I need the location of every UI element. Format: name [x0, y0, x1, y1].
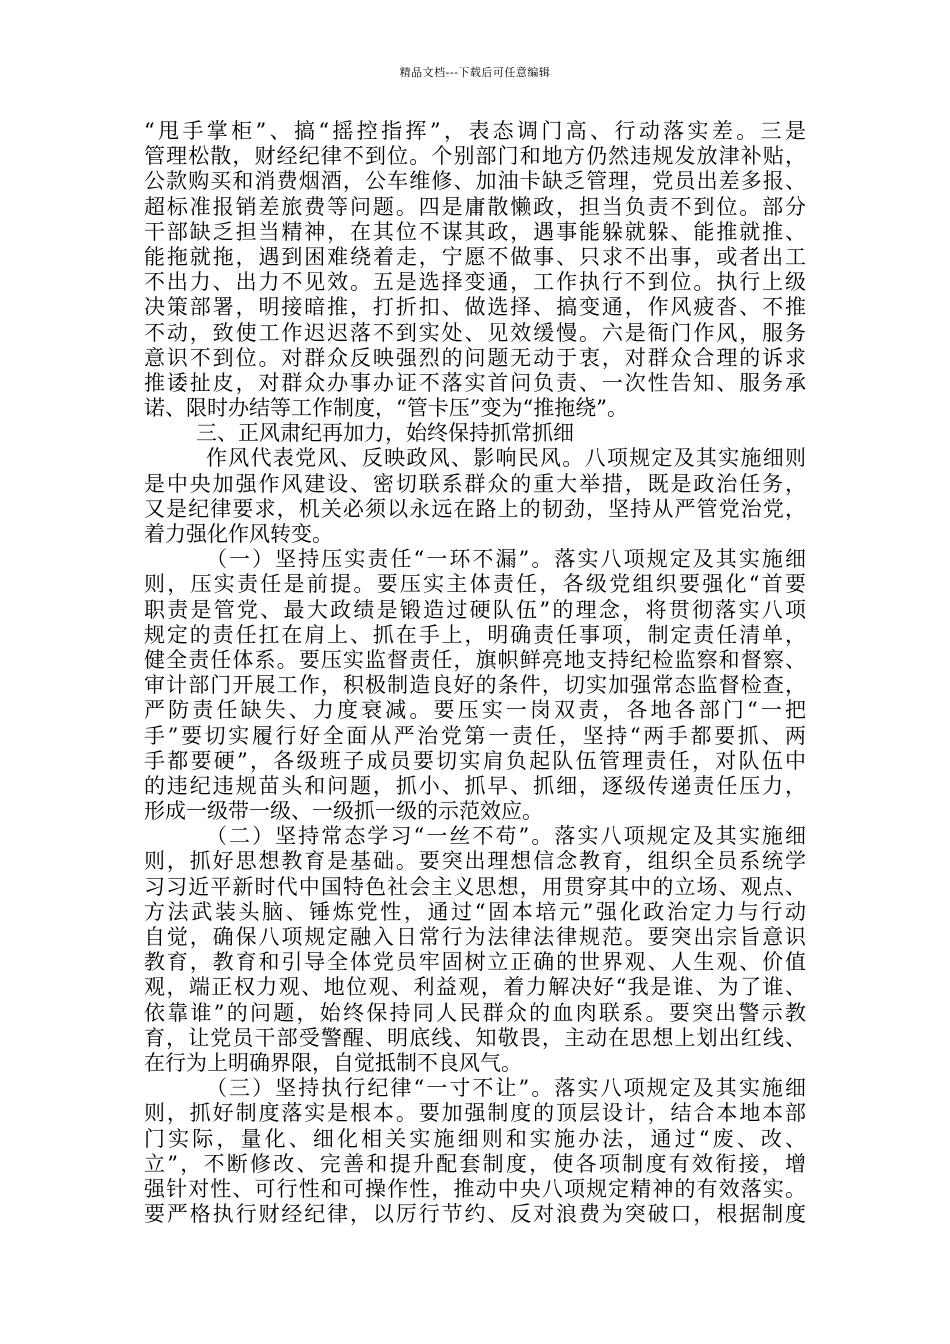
page-header: 精品文档---下载后可任意编辑	[399, 66, 551, 79]
text-line: 审计部门开展工作，积极制造良好的条件，切实加强常态监督检查，	[144, 673, 806, 698]
text-line: 不动，致使工作迟迟落不到实处、见效缓慢。六是衙门作风，服务	[144, 320, 806, 345]
text-line: 不出力、出力不见效。五是选择变通，工作执行不到位。执行上级	[144, 270, 806, 295]
text-line: （三）坚持执行纪律“一寸不让”。落实八项规定及其实施细	[206, 1076, 806, 1101]
text-line: 的违纪违规苗头和问题，抓小、抓早、抓细，逐级传递责任压力，	[144, 773, 806, 798]
text-line: 严防责任缺失、力度衰减。要压实一岗双责，各地各部门“一把	[144, 698, 806, 723]
text-line: 方法武装头脑、锤炼党性，通过“固本培元”强化政治定力与行动	[144, 899, 806, 924]
text-line: 要严格执行财经纪律，以厉行节约、反对浪费为突破口，根据制度	[144, 1202, 806, 1227]
text-line: 诺、限时办结等工作制度，“管卡压”变为“推拖绕”。	[144, 396, 628, 421]
text-line: 超标准报销差旅费等问题。四是庸散懒政，担当负责不到位。部分	[144, 194, 806, 219]
text-line: 教育，教育和引导全体党员牢固树立正确的世界观、人生观、价值	[144, 950, 806, 975]
text-line: 干部缺乏担当精神，在其位不谋其政，遇事能躲就躲、能推就推、	[144, 219, 806, 244]
text-line: 门实际，量化、细化相关实施细则和实施办法，通过“废、改、	[144, 1126, 806, 1151]
text-line: 健全责任体系。要压实监督责任，旗帜鲜亮地支持纪检监察和督察、	[144, 647, 806, 672]
text-line: 又是纪律要求，机关必须以永远在路上的韧劲，坚持从严管党治党，	[144, 496, 806, 521]
text-line: 规定的责任扛在肩上、抓在手上，明确责任事项，制定责任清单，	[144, 622, 806, 647]
text-line: 在行为上明确界限，自觉抵制不良风气。	[144, 1050, 522, 1075]
text-line: 公款购买和消费烟酒，公车维修、加油卡缺乏管理，党员出差多报、	[144, 169, 806, 194]
text-line: 是中央加强作风建设、密切联系群众的重大举措，既是政治任务，	[144, 471, 806, 496]
text-line: （二）坚持常态学习“一丝不苟”。落实八项规定及其实施细	[206, 824, 806, 849]
text-line: 自觉，确保八项规定融入日常行为法律法律规范。要突出宗旨意识	[144, 925, 806, 949]
text-line: 习习近平新时代中国特色社会主义思想，用贯穿其中的立场、观点、	[144, 874, 806, 899]
text-line: 能拖就拖，遇到困难绕着走，宁愿不做事、只求不出事，或者出工	[144, 244, 806, 269]
text-line: 手都要硬”，各级班子成员要切实肩负起队伍管理责任，对队伍中	[144, 748, 806, 773]
text-line: 育，让党员干部受警醒、明底线、知敬畏，主动在思想上划出红线、	[144, 1025, 806, 1050]
text-line: 则，抓好思想教育是基础。要突出理想信念教育，组织全员系统学	[144, 849, 806, 874]
text-line: 则，压实责任是前提。要压实主体责任，各级党组织要强化“首要	[144, 572, 806, 597]
text-line: 着力强化作风转变。	[144, 522, 333, 546]
text-line: “甩手掌柜”、搞“摇控指挥”，表态调门高、行动落实差。三是	[144, 119, 806, 143]
text-line: 管理松散，财经纪律不到位。个别部门和地方仍然违规发放津补贴，	[144, 144, 806, 169]
text-line: 立”，不断修改、完善和提升配套制度，使各项制度有效衔接，增	[144, 1151, 806, 1176]
text-line: 手”要切实履行好全面从严治党第一责任，坚持“两手都要抓、两	[144, 723, 806, 748]
section-heading: 三、正风肃纪再加力，始终保持抓常抓细	[196, 421, 574, 446]
text-line: 依靠谁”的问题，始终保持同人民群众的血肉联系。要突出警示教	[144, 1000, 806, 1025]
text-line: 形成一级带一级、一级抓一级的示范效应。	[144, 799, 543, 824]
text-line: 作风代表党风、反映政风、影响民风。八项规定及其实施细则	[206, 446, 806, 471]
text-line: 强针对性、可行性和可操作性，推动中央八项规定精神的有效落实。	[144, 1176, 806, 1201]
text-line: （一）坚持压实责任“一环不漏”。落实八项规定及其实施细	[206, 547, 806, 572]
text-line: 职责是管党、最大政绩是锻造过硬队伍”的理念，将贯彻落实八项	[144, 597, 806, 622]
text-line: 意识不到位。对群众反映强烈的问题无动于衷，对群众合理的诉求	[144, 345, 806, 370]
text-line: 决策部署，明接暗推，打折扣、做选择、搞变通，作风疲沓、不推	[144, 295, 806, 320]
document-body	[144, 119, 806, 1227]
text-line: 观，端正权力观、地位观、利益观，着力解决好“我是谁、为了谁、	[144, 975, 806, 1000]
text-line: 则，抓好制度落实是根本。要加强制度的顶层设计，结合本地本部	[144, 1101, 806, 1126]
text-line: 推诿扯皮，对群众办事办证不落实首问负责、一次性告知、服务承	[144, 370, 806, 395]
